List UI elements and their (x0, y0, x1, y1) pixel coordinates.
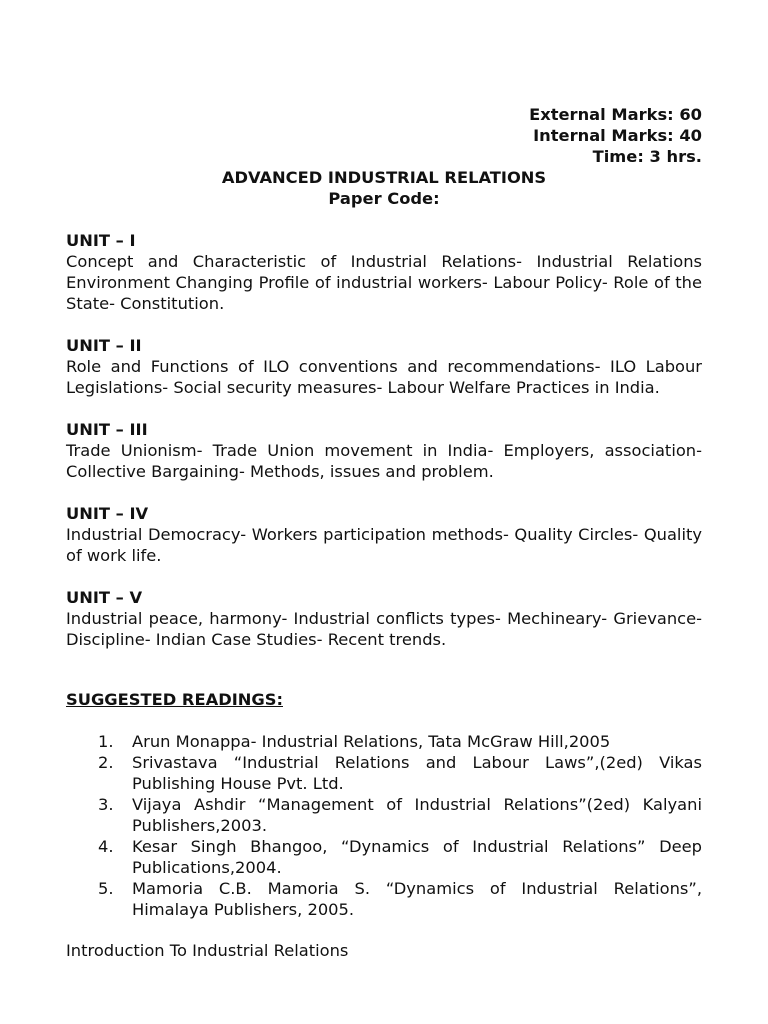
item-number: 1. (98, 732, 114, 751)
unit-5 (66, 587, 702, 650)
list-item (66, 794, 702, 836)
suggested-readings-heading: SUGGESTED READINGS: (66, 690, 283, 709)
item-number: 2. (98, 753, 114, 772)
footer-text: Introduction To Industrial Relations (66, 941, 349, 960)
course-title: ADVANCED INDUSTRIAL RELATIONS (221, 168, 547, 187)
item-number: 4. (98, 837, 114, 856)
external-marks: External Marks: 60 (529, 105, 702, 124)
item-text: Mamoria C.B. Mamoria S. “Dynamics of Industrial Relations”, Himalaya Publishers, 2005. (132, 879, 702, 919)
item-text: Kesar Singh Bhangoo, “Dynamics of Industrial Relations” Deep Publications,2004. (132, 837, 702, 877)
list-item (66, 731, 702, 752)
list-item (66, 836, 702, 878)
item-number: 5. (98, 879, 114, 898)
unit-1 (66, 230, 702, 314)
unit-text: Role and Functions of ILO conventions and recommendations- ILO Labour Legislations- Social security measures- Labour Welfare Practices in India. (66, 357, 702, 397)
unit-4 (66, 503, 702, 566)
unit-2 (66, 335, 702, 398)
course-title-block (0, 167, 768, 209)
item-text: Srivastava “Industrial Relations and Labour Laws”,(2ed) Vikas Publishing House Pvt. Ltd. (132, 753, 702, 793)
item-text: Vijaya Ashdir “Management of Industrial Relations”(2ed) Kalyani Publishers,2003. (132, 795, 702, 835)
unit-heading: UNIT – IV (66, 504, 149, 523)
item-text: Arun Monappa- Industrial Relations, Tata McGraw Hill,2005 (132, 732, 611, 751)
unit-heading: UNIT – III (66, 420, 148, 439)
list-item (66, 752, 702, 794)
marks-block (529, 104, 702, 167)
readings-list (66, 731, 702, 920)
unit-text: Industrial peace, harmony- Industrial conflicts types- Mechineary- Grievance- Discipline- Indian Case Studies- Recent trends. (66, 609, 702, 649)
unit-heading: UNIT – II (66, 336, 142, 355)
list-item (66, 878, 702, 920)
paper-code: Paper Code: (328, 189, 440, 208)
unit-text: Industrial Democracy- Workers participation methods- Quality Circles- Quality of work life. (66, 525, 702, 565)
unit-3 (66, 419, 702, 482)
unit-text: Concept and Characteristic of Industrial Relations- Industrial Relations Environment Changing Profile of industrial workers- Labour Policy- Role of the State- Constitution. (66, 252, 702, 313)
internal-marks: Internal Marks: 40 (533, 126, 702, 145)
unit-heading: UNIT – V (66, 588, 143, 607)
unit-text: Trade Unionism- Trade Union movement in India- Employers, association- Collective Bargaining- Methods, issues and problem. (66, 441, 702, 481)
item-number: 3. (98, 795, 114, 814)
exam-time: Time: 3 hrs. (592, 147, 702, 166)
unit-heading: UNIT – I (66, 231, 136, 250)
units-section (66, 230, 702, 671)
